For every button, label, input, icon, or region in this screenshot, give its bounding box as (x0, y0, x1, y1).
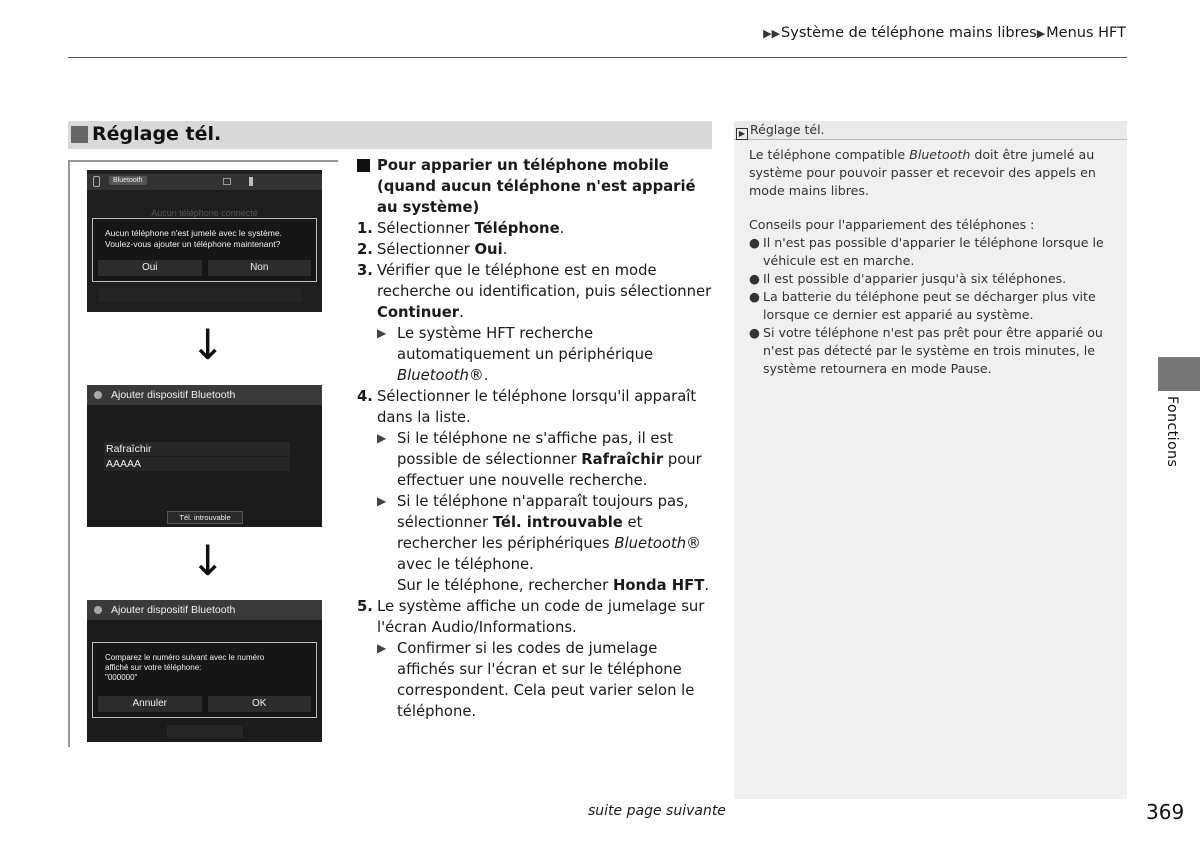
page-number: 369 (1146, 800, 1185, 824)
note-text: ® avec le téléphone. (397, 535, 701, 573)
tip-item (749, 270, 1113, 288)
procedure-heading (357, 155, 717, 218)
device-item: AAAAA (104, 457, 290, 471)
procedure-heading-text: Pour apparier un téléphone mobile (quand aucun téléphone n'est apparié au système) (377, 157, 696, 216)
note-text: Le système HFT recherche automatiquement un périphérique (397, 325, 654, 363)
battery-icon (249, 177, 253, 186)
chapter-label: Fonctions (1164, 396, 1180, 468)
continued-note: suite page suivante (588, 803, 726, 819)
screen-title: Ajouter dispositif Bluetooth (111, 604, 236, 616)
breadcrumb (763, 25, 1126, 41)
section-heading (68, 121, 712, 149)
section-title: Réglage tél. (92, 123, 222, 145)
chapter-tab (1158, 357, 1200, 391)
note-italic: Bluetooth (397, 367, 469, 384)
note-text: Si le téléphone n'apparaît toujours pas, sélectionner (397, 493, 689, 531)
step-text: . (459, 304, 464, 321)
tip-item (749, 324, 1113, 378)
step-4-note-1 (357, 428, 717, 491)
breadcrumb-subsection: Menus HFT (1046, 25, 1126, 41)
tip-item (749, 234, 1113, 270)
step-number: 5. (357, 598, 373, 615)
note-arrow-icon: ▶ (377, 494, 387, 508)
screen-add-device-list (87, 385, 322, 527)
bluetooth-tab: Bluetooth (109, 176, 147, 185)
step-3 (357, 260, 717, 323)
step-text: Sélectionner le téléphone lorsqu'il apparaît dans la liste. (377, 388, 697, 426)
sidebar-italic: Bluetooth (909, 147, 971, 162)
bullet-icon: ● (749, 289, 760, 304)
background-status-text: Aucun téléphone connecté (151, 208, 258, 218)
step-5 (357, 596, 717, 638)
sidebar-paragraph (749, 146, 1113, 200)
dialog-message-line: Comparez le numéro suivant avec le numéro (105, 653, 265, 662)
phone-not-found-button: Tél. introuvable (167, 511, 243, 524)
phone-icon (93, 176, 100, 187)
refresh-item: Rafraîchir (104, 442, 290, 456)
note-text: Confirmer si les codes de jumelage affichés sur l'écran et sur le téléphone correspondent. Cela peut varier selon le téléphone. (397, 640, 695, 720)
sidebar-note (734, 121, 1127, 799)
note-keyword: Tél. introuvable (492, 514, 623, 531)
step-5-note (357, 638, 717, 722)
sidebar-text: Le téléphone compatible (749, 147, 910, 162)
note-text: . (704, 577, 710, 594)
step-text: . (559, 220, 565, 237)
instructions (357, 155, 717, 722)
dimmed-row (99, 288, 302, 302)
down-arrow-icon: ↓ (190, 536, 226, 585)
step-text: Vérifier que le téléphone est en mode recherche ou identification, puis sélectionner (377, 262, 712, 300)
step-4 (357, 386, 717, 428)
step-keyword: Continuer (377, 304, 460, 321)
dialog-message-line: Aucun téléphone n'est jumelé avec le système. (105, 228, 282, 238)
header-divider (68, 57, 1127, 58)
sidebar-heading (734, 121, 1127, 140)
note-text: et rechercher les périphériques (397, 514, 643, 552)
note-keyword: Honda HFT (612, 577, 705, 594)
yes-button: Oui (98, 260, 202, 276)
screenshots-panel (68, 160, 338, 747)
tip-text: Si votre téléphone n'est pas prêt pour être apparié ou n'est pas détecté par le système en trois minutes, le système retournera en mode Pause. (763, 325, 1103, 376)
step-number: 2. (357, 241, 373, 258)
tip-text: Il est possible d'apparier jusqu'à six téléphones. (763, 271, 1067, 286)
dialog-message (105, 228, 308, 250)
cancel-button: Annuler (98, 696, 202, 712)
double-triangle-icon: ▶▶ (763, 27, 781, 40)
step-text: . (502, 241, 508, 258)
down-arrow-icon: ↓ (190, 320, 226, 369)
step-text: Sélectionner (377, 241, 475, 258)
note-text: ®. (468, 367, 489, 384)
tip-text: Il n'est pas possible d'apparier le téléphone lorsque le véhicule est en marche. (763, 235, 1104, 268)
bullet-icon: ● (749, 235, 760, 250)
sidebar-body (734, 140, 1127, 378)
no-button: Non (208, 260, 312, 276)
step-number: 3. (357, 262, 373, 279)
tip-item (749, 288, 1113, 324)
dialog-message-line: Voulez-vous ajouter un téléphone maintenant? (105, 239, 281, 249)
screen-no-phone-paired (87, 170, 322, 312)
step-number: 1. (357, 220, 373, 237)
tips-title: Conseils pour l'appariement des téléphones : (749, 217, 1035, 232)
tip-text: La batterie du téléphone peut se décharger plus vite lorsque ce dernier est apparié au système. (763, 289, 1096, 322)
step-3-note (357, 323, 717, 386)
note-italic: Bluetooth (614, 535, 687, 552)
note-text: pour effectuer une nouvelle recherche. (397, 451, 702, 489)
pairing-prompt-dialog (92, 218, 317, 282)
note-text: Si le téléphone ne s'affiche pas, il est possible de sélectionner (397, 430, 674, 468)
note-arrow-icon: ▶ (377, 641, 387, 655)
step-text: Le système affiche un code de jumelage sur l'écran Audio/Informations. (377, 598, 705, 636)
triangle-icon: ▶ (1036, 27, 1046, 40)
screen-title: Ajouter dispositif Bluetooth (111, 389, 236, 401)
step-1 (357, 218, 717, 239)
note-text: Sur le téléphone, rechercher (397, 577, 613, 594)
ok-button: OK (208, 696, 312, 712)
bullet-icon: ● (749, 325, 760, 340)
breadcrumb-section: Système de téléphone mains libres (781, 25, 1037, 41)
step-text: Sélectionner (377, 220, 475, 237)
step-keyword: Téléphone (474, 220, 560, 237)
step-4-note-2 (357, 491, 717, 575)
dialog-message (105, 653, 308, 683)
screen-title-bar (87, 385, 322, 405)
pairing-code: "000000" (105, 673, 138, 682)
sidebar-text: doit être jumelé au système pour pouvoir passer et recevoir des appels en mode mains libres. (749, 147, 1096, 198)
screen-status-bar (87, 174, 322, 190)
dimmed-button (167, 725, 243, 738)
back-icon (94, 606, 102, 614)
sidebar-title: Réglage tél. (750, 122, 825, 137)
pairing-code-dialog (92, 642, 317, 718)
screen-pairing-code (87, 600, 322, 742)
bullet-icon: ● (749, 271, 760, 286)
screen-title-bar (87, 600, 322, 620)
square-bullet-icon (71, 126, 88, 143)
message-icon (223, 178, 231, 185)
step-2 (357, 239, 717, 260)
back-icon (94, 391, 102, 399)
note-keyword: Rafraîchir (581, 451, 664, 468)
reference-icon: ▶ (736, 128, 748, 140)
dialog-message-line: affiché sur votre téléphone: (105, 663, 202, 672)
step-number: 4. (357, 388, 373, 405)
square-bullet-icon (357, 159, 370, 172)
step-keyword: Oui (474, 241, 503, 258)
note-arrow-icon: ▶ (377, 431, 387, 445)
note-arrow-icon: ▶ (377, 326, 387, 340)
step-4-note-2-continued (357, 575, 717, 596)
